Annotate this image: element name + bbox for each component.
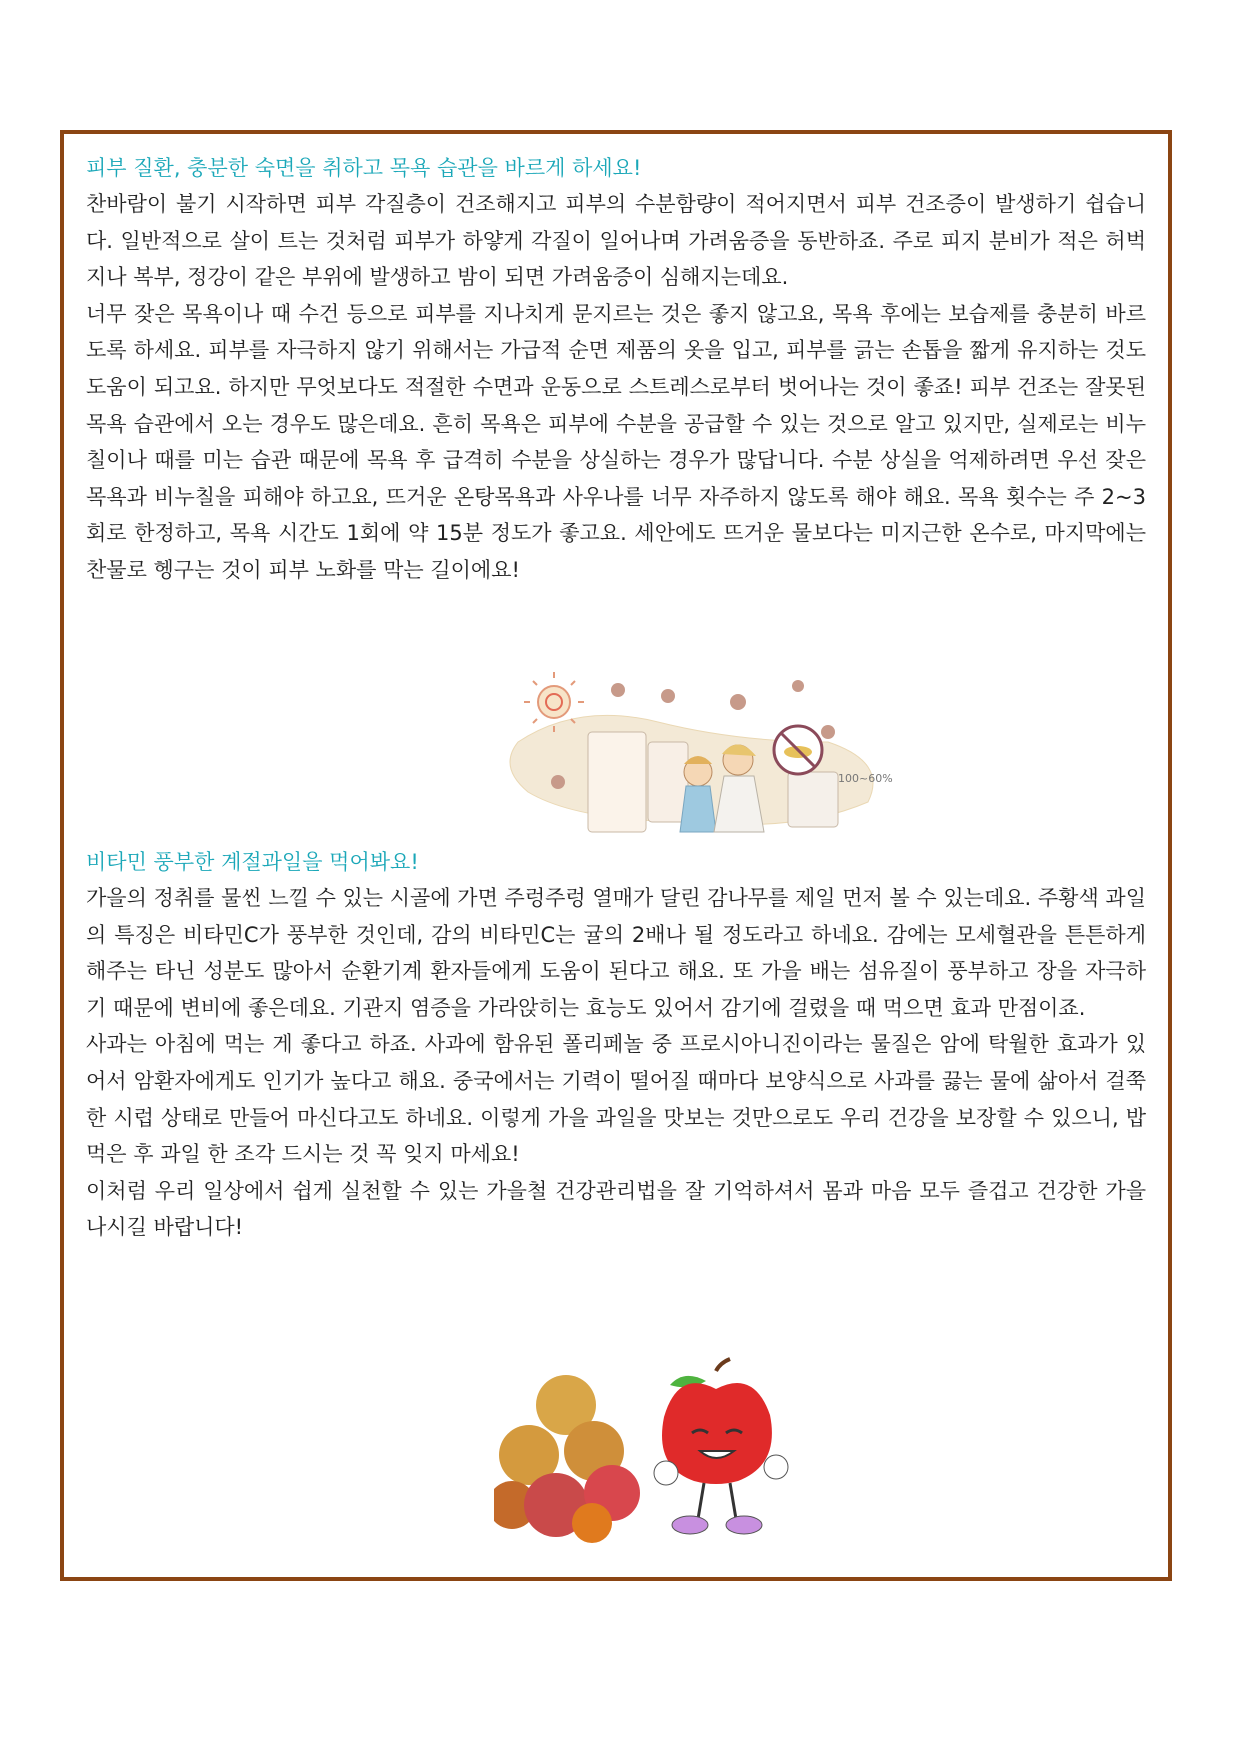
- fruit-pile-icon: [494, 1375, 640, 1543]
- fruit-section: [86, 844, 1146, 1246]
- paragraph: 이처럼 우리 일상에서 쉽게 실천할 수 있는 가을철 건강관리법을 잘 기억하셔서 몸과 마음 모두 즐겁고 건강한 가을 나시길 바랍니다!: [86, 1178, 1146, 1240]
- paragraph: 사과는 아침에 먹는 게 좋다고 하죠. 사과에 함유된 폴리페놀 중 프로시아니진이라는 물질은 암에 탁월한 효과가 있어서 암환자에게도 인기가 높다고 해요. 중국에서는 기력이 떨어질 때마다 보양식으로 사과를 끓는 물에 삶아서 걸쭉한 시럽 상태로 만들어 마신다고도 하네요. 이렇게 가을 과일을 맛보는 것만으로도 우리 건강을 보장할 수 있으니, 밥 먹은 후 과일 한 조각 드시는 것 꼭 잊지 마세요!: [86, 1032, 1146, 1167]
- no-food-sign-icon: [774, 726, 822, 774]
- section-heading: 피부 질환, 충분한 숙면을 취하고 목욕 습관을 바르게 하세요!: [86, 156, 642, 180]
- paragraph: 너무 잦은 목욕이나 때 수건 등으로 피부를 지나치게 문지르는 것은 좋지 않고요, 목욕 후에는 보습제를 충분히 바르도록 하세요. 피부를 자극하지 않기 위해서는 가급적 순면 제품의 옷을 입고, 피부를 긁는 손톱을 짧게 유지하는 것도 도움이 되고요. 하지만 무엇보다도 적절한 수면과 운동으로 스트레스로부터 벗어나는 것이 좋죠! 피부 건조는 잘못된 목욕 습관에서 오는 경우도 많은데요. 흔히 목욕은 피부에 수분을 공급할 수 있는 것으로 알고 있지만, 실제로는 비누칠이나 때를 미는 습관 때문에 목욕 후 급격히 수분을 상실하는 경우가 많답니다. 수분 상실을 억제하려면 우선 잦은 목욕과 비누칠을 피해야 하고요, 뜨거운 온탕목욕과 사우나를 너무 자주하지 않도록 해야 해요. 목욕 횟수는 주 2~3회로 한정하고, 목욕 시간도 1회에 약 15분 정도가 좋고요. 세안에도 뜨거운 물보다는 미지근한 온수로, 마지막에는 찬물로 헹구는 것이 피부 노화를 막는 길이에요!: [86, 301, 1146, 582]
- skin-care-section: [86, 150, 1146, 589]
- apple-character-icon: [654, 1359, 788, 1534]
- section-heading: 비타민 풍부한 계절과일을 먹어봐요!: [86, 850, 419, 874]
- sign-text: 100~60%: [838, 772, 893, 785]
- sun-icon: [524, 672, 584, 732]
- paragraph: 찬바람이 불기 시작하면 피부 각질층이 건조해지고 피부의 수분함량이 적어지면서 피부 건조증이 발생하기 쉽습니다. 일반적으로 살이 트는 것처럼 피부가 하얗게 각질이 일어나며 가려움증을 동반하죠. 주로 피지 분비가 적은 허벅지나 복부, 정강이 같은 부위에 발생하고 밤이 되면 가려움증이 심해지는데요.: [86, 192, 1146, 290]
- skin-care-illustration: [498, 672, 918, 842]
- fruit-illustration: [494, 1355, 794, 1545]
- paragraph: 가을의 정취를 물씬 느낄 수 있는 시골에 가면 주렁주렁 열매가 달린 감나무를 제일 먼저 볼 수 있는데요. 주황색 과일의 특징은 비타민C가 풍부한 것인데, 감의 비타민C는 귤의 2배나 될 정도라고 하네요. 감에는 모세혈관을 튼튼하게 해주는 타닌 성분도 많아서 순환기계 환자들에게 도움이 된다고 해요. 또 가을 배는 섬유질이 풍부하고 장을 자극하기 때문에 변비에 좋은데요. 기관지 염증을 가라앉히는 효능도 있어서 감기에 걸렸을 때 먹으면 효과 만점이죠.: [86, 886, 1146, 1020]
